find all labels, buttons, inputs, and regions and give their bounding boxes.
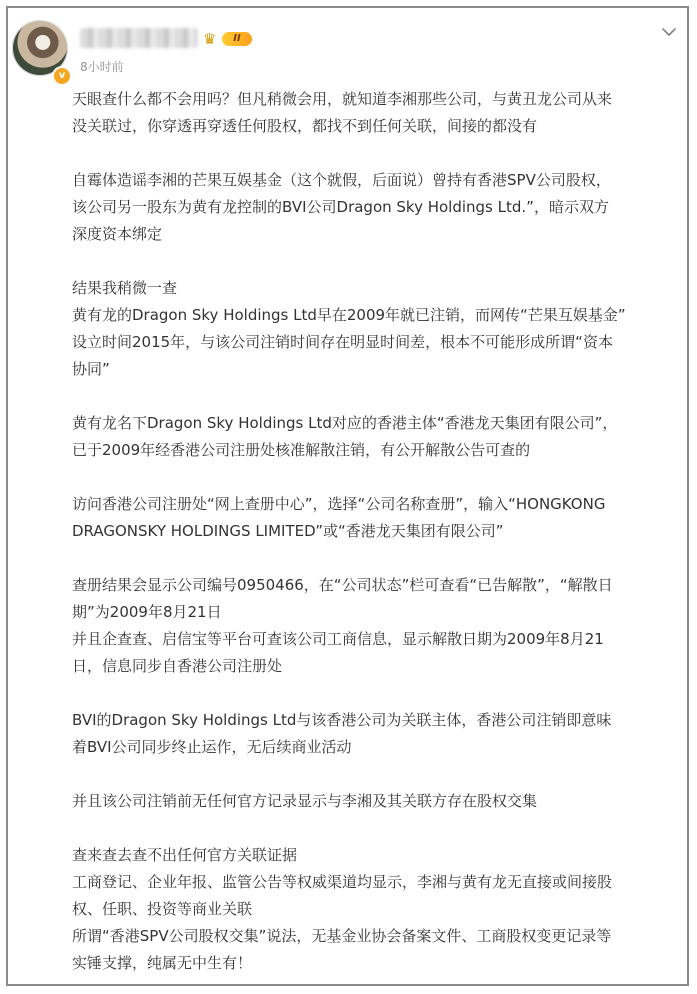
post-paragraph xyxy=(72,842,684,977)
user-level-badge xyxy=(203,30,252,48)
post-text-line: 访问香港公司注册处“网上查册中心”，选择“公司名称查册”，输入“HONGKONG xyxy=(72,495,606,513)
post-paragraph xyxy=(72,86,684,140)
post-text-line: 自霉体造谣李湘的芒果互娱基金（这个就假，后面说）曾持有香港SPV公司股权， xyxy=(72,171,611,189)
post-timestamp: 8小时前 xyxy=(80,60,124,74)
crown-icon: ♛ xyxy=(203,30,217,48)
level-label: II xyxy=(222,32,252,46)
post-text-line: 深度资本绑定 xyxy=(72,225,163,243)
post-text-line: 协同” xyxy=(72,360,110,378)
post-text-line: 黄有龙名下Dragon Sky Holdings Ltd对应的香港主体“香港龙天集团有限公司”， xyxy=(72,414,618,432)
weibo-post-card xyxy=(6,6,689,986)
post-text-line: 并且企查查、启信宝等平台可查该公司工商信息，显示解散日期为2009年8月21 xyxy=(72,630,604,648)
post-text-line: 查册结果会显示公司编号0950466，在“公司状态”栏可查看“已告解散”，“解散日 xyxy=(72,576,613,594)
post-text-line: 没关联过，你穿透再穿透任何股权，都找不到任何关联，间接的都没有 xyxy=(72,117,538,135)
post-paragraph xyxy=(72,491,684,545)
post-text-line: 已于2009年经香港公司注册处核准解散注销，有公开解散公告可查的 xyxy=(72,441,531,459)
post-text-line: 实锤支撑，纯属无中生有！ xyxy=(72,954,253,972)
post-paragraph xyxy=(72,275,684,383)
post-text-line: 黄有龙的Dragon Sky Holdings Ltd早在2009年就已注销，而网传“芒果互娱基金” xyxy=(72,306,626,324)
username-blurred[interactable] xyxy=(80,28,198,48)
post-paragraph xyxy=(72,167,684,248)
post-text-line: 权、任职、投资等商业关联 xyxy=(72,900,253,918)
post-text-line: 结果我稍微一查 xyxy=(72,279,178,297)
chevron-down-icon[interactable] xyxy=(659,22,679,42)
post-text-line: 并且该公司注销前无任何官方记录显示与李湘及其关联方存在股权交集 xyxy=(72,792,538,810)
verified-badge-icon: v xyxy=(52,66,72,86)
post-text-line: 所谓“香港SPV公司股权交集”说法，无基金业协会备案文件、工商股权变更记录等 xyxy=(72,927,612,945)
post-text-line: 天眼查什么都不会用吗？但凡稍微会用，就知道李湘那些公司，与黄丑龙公司从来 xyxy=(72,90,613,108)
post-text-line: 期”为2009年8月21日 xyxy=(72,603,222,621)
post-paragraph xyxy=(72,572,684,680)
post-header xyxy=(8,8,687,86)
post-text-line: 工商登记、企业年报、监管公告等权威渠道均显示，李湘与黄有龙无直接或间接股 xyxy=(72,873,613,891)
post-text-line: 日，信息同步自香港公司注册处 xyxy=(72,657,283,675)
post-text-line: 着BVI公司同步终止运作，无后续商业活动 xyxy=(72,738,352,756)
post-text-line: 查来查去查不出任何官方关联证据 xyxy=(72,846,298,864)
post-paragraph xyxy=(72,707,684,761)
post-text-line: BVI的Dragon Sky Holdings Ltd与该香港公司为关联主体，香港公司注销即意味 xyxy=(72,711,612,729)
post-text-line: 该公司另一股东为黄有龙控制的BVI公司Dragon Sky Holdings Ltd.”，暗示双方 xyxy=(72,198,609,216)
post-body xyxy=(72,86,684,977)
post-text-line: 设立时间2015年，与该公司注销时间存在明显时间差，根本不可能形成所谓“资本 xyxy=(72,333,613,351)
post-paragraph xyxy=(72,788,684,815)
post-paragraph xyxy=(72,410,684,464)
post-text-line: DRAGONSKY HOLDINGS LIMITED”或“香港龙天集团有限公司” xyxy=(72,522,504,540)
